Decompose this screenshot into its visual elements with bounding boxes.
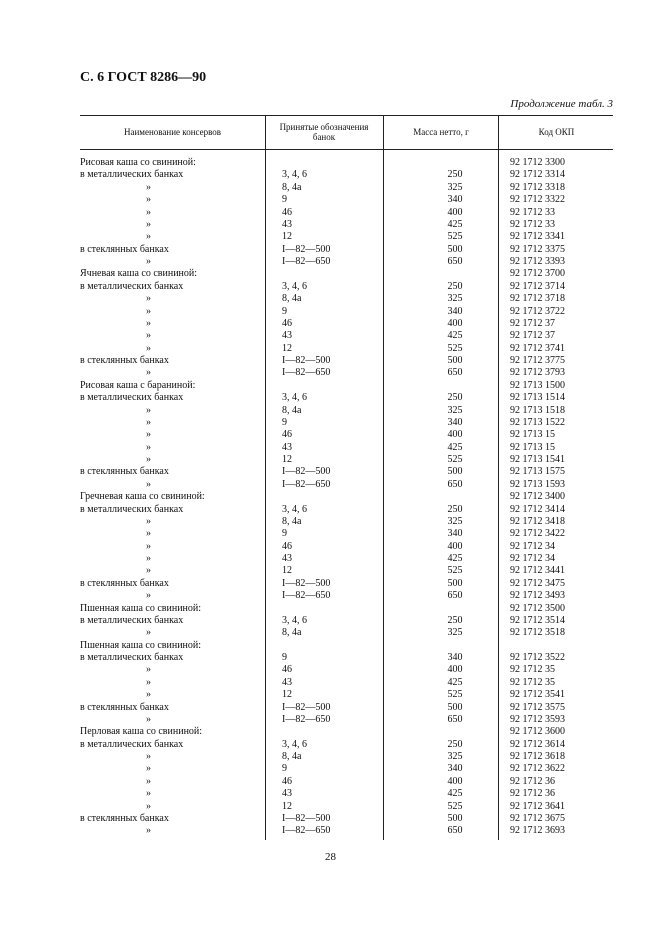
table-row: [80, 219, 613, 231]
cell-code: 92 1712 3700: [510, 268, 565, 280]
cell-name: в стеклянных банках: [80, 701, 169, 713]
cell-name: »: [146, 181, 151, 193]
cell-code: 92 1712 3314: [510, 169, 565, 181]
table-row: [80, 207, 613, 219]
cell-code: 92 1712 3622: [510, 763, 565, 775]
table-row: [80, 330, 613, 342]
cell-designation: 8, 4а: [282, 627, 302, 639]
cell-designation: I—82—500: [282, 355, 331, 366]
table-row: [80, 652, 613, 664]
column-header-code: Код ОКП: [538, 127, 575, 137]
cell-mass: 500: [447, 577, 463, 589]
cell-name: »: [146, 689, 151, 701]
cell-designation: 9: [282, 305, 287, 317]
cell-name: »: [146, 206, 151, 218]
cell-name: »: [146, 256, 151, 267]
cell-name: »: [146, 194, 151, 206]
cell-designation: I—82—650: [282, 478, 331, 490]
table-row: [80, 726, 613, 738]
cell-mass: 340: [447, 652, 463, 663]
table-body: [80, 157, 613, 838]
cell-designation: I—82—500: [282, 243, 331, 255]
cell-code: 92 1712 3618: [510, 751, 565, 762]
cell-mass: 340: [447, 305, 463, 317]
cell-mass: 340: [447, 416, 463, 428]
cell-code: 92 1712 3441: [510, 565, 565, 577]
cell-mass: 425: [447, 330, 463, 342]
cell-mass: 500: [447, 701, 463, 713]
cell-code: 92 1713 1522: [510, 416, 565, 428]
cell-name: в металлических банках: [80, 169, 184, 181]
table-row: [80, 689, 613, 701]
cell-mass: 425: [447, 676, 463, 688]
cell-name: в металлических банках: [80, 280, 184, 292]
cell-code: 92 1712 3614: [510, 738, 565, 750]
cell-code: 92 1712 3475: [510, 577, 565, 589]
cell-name: в стеклянных банках: [80, 466, 169, 478]
table-header-rule: [80, 149, 613, 150]
cell-designation: 3, 4, 6: [282, 614, 307, 626]
cell-mass: 340: [447, 194, 463, 206]
cell-code: 92 1712 3775: [510, 355, 565, 366]
cell-name: »: [146, 218, 151, 230]
cell-mass: 525: [447, 231, 463, 243]
table-row: [80, 380, 613, 392]
cell-name: Рисовая каша с бараниной:: [80, 379, 196, 391]
table-row: [80, 194, 613, 206]
cell-code: 92 1712 35: [510, 664, 555, 676]
table-row: [80, 578, 613, 590]
cell-code: 92 1712 3641: [510, 800, 565, 812]
cell-name: »: [146, 763, 151, 775]
table-row: [80, 751, 613, 763]
cell-code: 92 1712 3541: [510, 689, 565, 701]
table-row: [80, 763, 613, 775]
cell-name: »: [146, 540, 151, 552]
column-header-name: Наименование консервов: [123, 127, 222, 137]
cell-designation: I—82—650: [282, 367, 331, 379]
cell-designation: 12: [282, 800, 292, 812]
cell-designation: 12: [282, 454, 292, 465]
table-row: [80, 516, 613, 528]
cell-code: 92 1712 3322: [510, 194, 565, 206]
cell-mass: 525: [447, 342, 463, 354]
table-row: [80, 367, 613, 379]
cell-mass: 425: [447, 441, 463, 453]
table-row: [80, 169, 613, 181]
cell-name: »: [146, 664, 151, 676]
cell-designation: 43: [282, 553, 292, 564]
cell-code: 92 1712 35: [510, 676, 555, 688]
table-row: [80, 491, 613, 503]
cell-designation: I—82—650: [282, 713, 331, 725]
cell-designation: 46: [282, 206, 292, 218]
cell-mass: 650: [447, 590, 463, 602]
cell-name: »: [146, 528, 151, 540]
cell-designation: 9: [282, 528, 287, 540]
table-row: [80, 603, 613, 615]
table-row: [80, 590, 613, 602]
cell-mass: 525: [447, 800, 463, 812]
cell-name: »: [146, 775, 151, 787]
cell-name: »: [146, 293, 151, 305]
cell-name: в металлических банках: [80, 392, 184, 404]
cell-name: Перловая каша со свининой:: [80, 726, 203, 738]
cell-code: 92 1712 36: [510, 788, 555, 800]
cell-name: в металлических банках: [80, 738, 184, 750]
cell-name: »: [146, 751, 151, 762]
cell-name: »: [146, 825, 151, 837]
cell-code: 92 1713 1541: [510, 454, 565, 465]
cell-name: »: [146, 627, 151, 639]
cell-name: »: [146, 429, 151, 441]
cell-designation: I—82—500: [282, 466, 331, 478]
cell-name: »: [146, 231, 151, 243]
cell-designation: 43: [282, 330, 292, 342]
cell-designation: I—82—650: [282, 590, 331, 602]
cell-designation: 9: [282, 652, 287, 663]
table-row: [80, 825, 613, 837]
cell-mass: 250: [447, 614, 463, 626]
cell-mass: 250: [447, 503, 463, 515]
column-header-mass: Масса нетто, г: [413, 127, 469, 137]
table-row: [80, 801, 613, 813]
cell-designation: 8, 4а: [282, 515, 302, 527]
cell-code: 92 1712 3422: [510, 528, 565, 540]
cell-code: 92 1713 1575: [510, 466, 565, 478]
cell-mass: 500: [447, 466, 463, 478]
cell-mass: 400: [447, 775, 463, 787]
table-row: [80, 776, 613, 788]
cell-code: 92 1712 3722: [510, 305, 565, 317]
table-row: [80, 392, 613, 404]
cell-mass: 500: [447, 812, 463, 824]
cell-mass: 325: [447, 515, 463, 527]
cell-code: 92 1712 34: [510, 553, 555, 564]
cell-mass: 250: [447, 169, 463, 181]
cell-code: 92 1713 1514: [510, 392, 565, 404]
cell-designation: 8, 4а: [282, 404, 302, 416]
cell-code: 92 1712 3341: [510, 231, 565, 243]
cell-designation: 12: [282, 231, 292, 243]
cell-code: 92 1712 3414: [510, 503, 565, 515]
cell-code: 92 1712 3393: [510, 256, 565, 267]
cell-code: 92 1712 3500: [510, 602, 565, 614]
cell-name: »: [146, 441, 151, 453]
cell-code: 92 1713 1500: [510, 379, 565, 391]
cell-mass: 250: [447, 280, 463, 292]
cell-mass: 500: [447, 243, 463, 255]
table-row: [80, 293, 613, 305]
table-row: [80, 788, 613, 800]
cell-code: 92 1712 3741: [510, 342, 565, 354]
cell-code: 92 1712 37: [510, 330, 555, 342]
cell-name: »: [146, 330, 151, 342]
page-number: 28: [325, 851, 336, 863]
cell-name: в стеклянных банках: [80, 812, 169, 824]
cell-mass: 400: [447, 429, 463, 441]
cell-name: »: [146, 515, 151, 527]
cell-code: 92 1712 33: [510, 206, 555, 218]
cell-mass: 325: [447, 627, 463, 639]
cell-code: 92 1713 1518: [510, 404, 565, 416]
table-row: [80, 281, 613, 293]
cell-mass: 650: [447, 256, 463, 267]
cell-designation: 46: [282, 664, 292, 676]
cell-code: 92 1712 3714: [510, 280, 565, 292]
table-row: [80, 553, 613, 565]
cell-name: в стеклянных банках: [80, 355, 169, 366]
table-row: [80, 405, 613, 417]
cell-mass: 400: [447, 317, 463, 329]
cell-mass: 400: [447, 206, 463, 218]
cell-designation: 43: [282, 676, 292, 688]
cell-mass: 650: [447, 825, 463, 837]
cell-designation: I—82—500: [282, 701, 331, 713]
cell-mass: 250: [447, 392, 463, 404]
cell-mass: 525: [447, 565, 463, 577]
table-row: [80, 306, 613, 318]
cell-code: 92 1712 36: [510, 775, 555, 787]
cell-code: 92 1713 15: [510, 429, 555, 441]
table-row: [80, 541, 613, 553]
cell-designation: 46: [282, 429, 292, 441]
cell-name: »: [146, 416, 151, 428]
cell-name: »: [146, 565, 151, 577]
table-row: [80, 157, 613, 169]
cell-designation: 3, 4, 6: [282, 738, 307, 750]
cell-mass: 425: [447, 788, 463, 800]
cell-name: »: [146, 478, 151, 490]
cell-designation: 9: [282, 763, 287, 775]
cell-designation: 9: [282, 194, 287, 206]
cell-designation: 46: [282, 540, 292, 552]
table-row: [80, 268, 613, 280]
cell-mass: 250: [447, 738, 463, 750]
cell-name: »: [146, 553, 151, 564]
cell-name: »: [146, 367, 151, 379]
table-row: [80, 640, 613, 652]
cell-name: »: [146, 590, 151, 602]
column-header-designation: Принятые обозначения банок: [279, 122, 369, 142]
cell-code: 92 1712 3693: [510, 825, 565, 837]
cell-code: 92 1712 3522: [510, 652, 565, 663]
cell-code: 92 1712 3418: [510, 515, 565, 527]
cell-designation: I—82—500: [282, 812, 331, 824]
cell-designation: 43: [282, 788, 292, 800]
cell-code: 92 1712 3675: [510, 812, 565, 824]
table-row: [80, 739, 613, 751]
table-row: [80, 244, 613, 256]
table-row: [80, 528, 613, 540]
cell-name: Пшенная каша со свининой:: [80, 639, 202, 651]
cell-mass: 650: [447, 478, 463, 490]
table-row: [80, 256, 613, 268]
cell-mass: 400: [447, 664, 463, 676]
cell-name: Ячневая каша со свининой:: [80, 268, 198, 280]
table-row: [80, 627, 613, 639]
cell-code: 92 1712 3493: [510, 590, 565, 602]
cell-mass: 500: [447, 355, 463, 366]
table-row: [80, 417, 613, 429]
cell-designation: 43: [282, 218, 292, 230]
cell-designation: I—82—650: [282, 256, 331, 267]
cell-designation: I—82—650: [282, 825, 331, 837]
cell-name: в стеклянных банках: [80, 577, 169, 589]
cell-name: в стеклянных банках: [80, 243, 169, 255]
cell-designation: 46: [282, 775, 292, 787]
cell-designation: 8, 4а: [282, 751, 302, 762]
cell-code: 92 1712 33: [510, 218, 555, 230]
cell-name: »: [146, 317, 151, 329]
cell-name: Пшенная каша со свининой:: [80, 602, 202, 614]
cell-code: 92 1712 3600: [510, 726, 565, 738]
table-row: [80, 479, 613, 491]
cell-code: 92 1712 34: [510, 540, 555, 552]
cell-name: Гречневая каша со свининой:: [80, 491, 205, 503]
cell-designation: 3, 4, 6: [282, 169, 307, 181]
cell-designation: I—82—500: [282, 577, 331, 589]
cell-designation: 8, 4а: [282, 181, 302, 193]
cell-code: 92 1712 3400: [510, 491, 565, 503]
cell-code: 92 1712 3593: [510, 713, 565, 725]
cell-code: 92 1712 3575: [510, 701, 565, 713]
page-header-title: С. 6 ГОСТ 8286—90: [80, 70, 207, 85]
cell-mass: 525: [447, 689, 463, 701]
cell-name: »: [146, 676, 151, 688]
table-row: [80, 466, 613, 478]
table-row: [80, 231, 613, 243]
cell-name: »: [146, 713, 151, 725]
cell-mass: 400: [447, 540, 463, 552]
table-row: [80, 677, 613, 689]
cell-code: 92 1712 3375: [510, 243, 565, 255]
cell-mass: 325: [447, 404, 463, 416]
cell-mass: 650: [447, 367, 463, 379]
cell-name: в металлических банках: [80, 652, 184, 663]
cell-designation: 3, 4, 6: [282, 503, 307, 515]
cell-code: 92 1713 15: [510, 441, 555, 453]
cell-designation: 8, 4а: [282, 293, 302, 305]
cell-designation: 9: [282, 416, 287, 428]
table-row: [80, 664, 613, 676]
table-row: [80, 615, 613, 627]
table-row: [80, 702, 613, 714]
cell-code: 92 1712 37: [510, 317, 555, 329]
cell-code: 92 1713 1593: [510, 478, 565, 490]
cell-name: Рисовая каша со свининой:: [80, 157, 196, 168]
table-row: [80, 355, 613, 367]
cell-mass: 340: [447, 528, 463, 540]
table-row: [80, 442, 613, 454]
cell-code: 92 1712 3793: [510, 367, 565, 379]
cell-mass: 325: [447, 181, 463, 193]
cell-name: »: [146, 788, 151, 800]
cell-name: »: [146, 454, 151, 465]
table-row: [80, 429, 613, 441]
cell-mass: 425: [447, 218, 463, 230]
cell-code: 92 1712 3318: [510, 181, 565, 193]
table-continuation-label: Продолжение табл. 3: [510, 98, 613, 110]
cell-designation: 3, 4, 6: [282, 280, 307, 292]
table-row: [80, 714, 613, 726]
cell-name: »: [146, 800, 151, 812]
table-row: [80, 454, 613, 466]
cell-designation: 12: [282, 689, 292, 701]
cell-designation: 12: [282, 565, 292, 577]
cell-name: »: [146, 305, 151, 317]
cell-name: »: [146, 404, 151, 416]
cell-code: 92 1712 3518: [510, 627, 565, 639]
table-row: [80, 182, 613, 194]
cell-mass: 650: [447, 713, 463, 725]
cell-mass: 425: [447, 553, 463, 564]
cell-code: 92 1712 3300: [510, 157, 565, 168]
cell-name: в металлических банках: [80, 614, 184, 626]
cell-designation: 43: [282, 441, 292, 453]
cell-name: в металлических банках: [80, 503, 184, 515]
cell-designation: 46: [282, 317, 292, 329]
table-row: [80, 318, 613, 330]
cell-designation: 12: [282, 342, 292, 354]
cell-name: »: [146, 342, 151, 354]
table-row: [80, 565, 613, 577]
cell-code: 92 1712 3514: [510, 614, 565, 626]
table-row: [80, 813, 613, 825]
cell-mass: 340: [447, 763, 463, 775]
cell-mass: 325: [447, 293, 463, 305]
cell-mass: 325: [447, 751, 463, 762]
cell-mass: 525: [447, 454, 463, 465]
table-row: [80, 343, 613, 355]
cell-code: 92 1712 3718: [510, 293, 565, 305]
table-row: [80, 504, 613, 516]
cell-designation: 3, 4, 6: [282, 392, 307, 404]
